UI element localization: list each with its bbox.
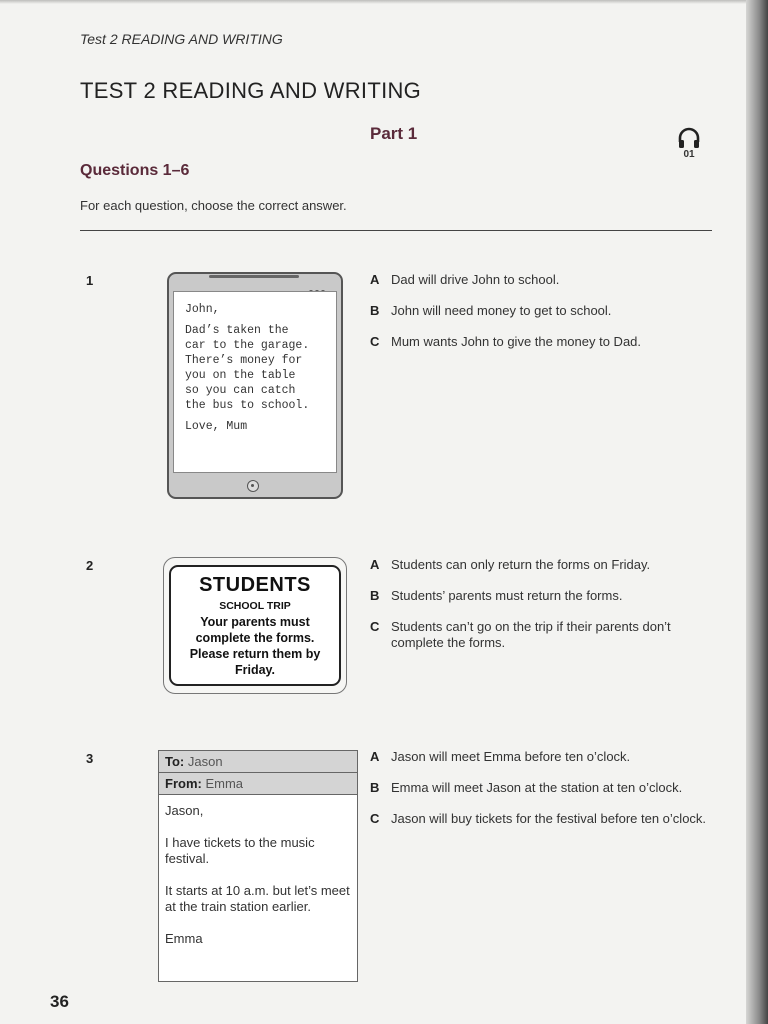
audio-track-number: 01 — [683, 149, 695, 160]
tablet-home-button-icon — [247, 480, 259, 492]
question-1-options — [370, 272, 710, 365]
email-paragraph: It starts at 10 a.m. but let’s meet at the train station earlier. — [165, 883, 350, 914]
email-message — [158, 750, 358, 982]
questions-heading: Questions 1–6 — [80, 162, 190, 179]
message-signoff: Love, Mum — [185, 420, 248, 433]
email-from-value: Emma — [205, 776, 244, 791]
part-label: Part 1 — [370, 124, 418, 143]
audio-track[interactable] — [676, 126, 702, 166]
email-from-label: From: — [165, 776, 202, 791]
email-from-row — [159, 773, 357, 795]
tablet-screen — [173, 291, 337, 473]
page-title: TEST 2 READING AND WRITING — [80, 78, 422, 103]
email-to-row — [159, 751, 357, 773]
question-number-3: 3 — [86, 751, 94, 766]
option-2b[interactable]: B Students’ parents must return the forms. — [370, 588, 623, 603]
running-head: Test 2 READING AND WRITING — [80, 31, 283, 47]
email-paragraph: Jason, — [165, 803, 204, 818]
page-binding-shadow — [746, 0, 768, 1024]
message-greeting: John, — [185, 303, 220, 316]
option-1c[interactable]: C Mum wants John to give the money to Dad. — [370, 334, 642, 349]
tablet-camera-dots — [309, 281, 333, 287]
headphones-icon — [677, 126, 701, 150]
email-paragraph: Emma — [165, 931, 203, 946]
option-2c[interactable]: C Students can’t go on the trip if their parents don’t complete the forms. — [370, 619, 671, 650]
instruction: For each question, choose the correct answer. — [80, 198, 347, 213]
option-3a[interactable]: A Jason will meet Emma before ten o’clock. — [370, 749, 631, 764]
option-2a[interactable]: A Students can only return the forms on Friday. — [370, 557, 651, 572]
question-2-options — [370, 557, 710, 666]
tablet-speaker — [209, 275, 299, 278]
email-paragraph: I have tickets to the music festival. — [165, 835, 315, 866]
email-to-label: To: — [165, 754, 185, 769]
message-body: Dad’s taken the car to the garage. There’s money for you on the table so you can catch the bus to school. — [185, 324, 310, 412]
question-3-options — [370, 749, 710, 842]
option-3b[interactable]: B Emma will meet Jason at the station at ten o’clock. — [370, 780, 683, 795]
divider — [80, 230, 712, 231]
notice-subtitle: SCHOOL TRIP — [219, 600, 291, 612]
email-body — [159, 795, 357, 947]
option-1a[interactable]: A Dad will drive John to school. — [370, 272, 560, 287]
notice-body: Your parents must complete the forms. Please return them by Friday. — [189, 615, 321, 677]
question-number-2: 2 — [86, 558, 94, 573]
email-to-value: Jason — [187, 754, 223, 769]
page-top-edge — [0, 0, 768, 4]
option-3c[interactable]: C Jason will buy tickets for the festival before ten o’clock. — [370, 811, 707, 826]
page-number: 36 — [50, 992, 69, 1011]
option-1b[interactable]: B John will need money to get to school. — [370, 303, 612, 318]
question-number-1: 1 — [86, 273, 94, 288]
notice-title: STUDENTS — [199, 574, 311, 596]
notice-frame — [169, 565, 341, 686]
school-trip-notice — [163, 557, 347, 694]
tablet-message — [167, 272, 343, 499]
